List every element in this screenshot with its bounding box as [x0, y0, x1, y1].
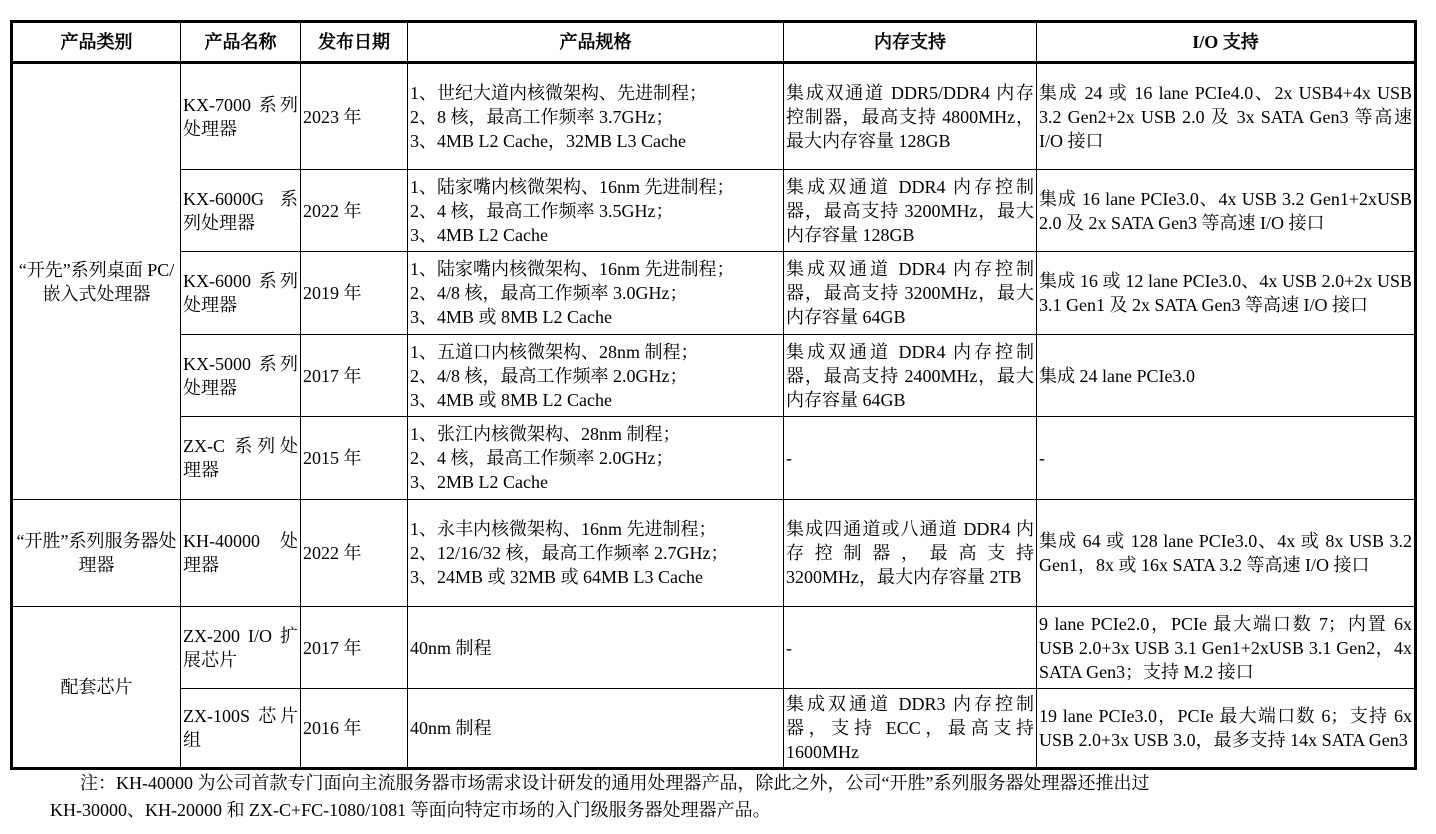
table-row — [12, 417, 1416, 500]
table-row — [12, 689, 1416, 769]
spec-line: 2、8 核，最高工作频率 3.7GHz； — [410, 106, 674, 127]
spec-line: 3、4MB L2 Cache — [410, 224, 548, 245]
spec-line: 1、五道口内核微架构、28nm 制程； — [410, 341, 699, 362]
spec-line: 2、4 核，最高工作频率 3.5GHz； — [410, 200, 674, 221]
header-memory: 内存支持 — [784, 22, 1037, 63]
footnote-line-1: 注：KH-40000 为公司首款专门面向主流服务器市场需求设计研发的通用处理器产品，除此之外，公司“开胜”系列服务器处理器还推出过 — [80, 773, 1150, 793]
product-name-cell: KH-40000 处理器 — [181, 500, 301, 607]
io-cell: 集成 16 lane PCIe3.0、4x USB 3.2 Gen1+2xUSB 2.0 及 2x SATA Gen3 等高速 I/O 接口 — [1037, 170, 1416, 252]
spec-cell — [408, 335, 784, 417]
memory-cell: 集成四通道或八通道 DDR4 内存控制器，最高支持 3200MHz，最大内存容量 2TB — [784, 500, 1037, 607]
memory-cell: - — [784, 607, 1037, 689]
memory-cell: 集成双通道 DDR4 内存控制器，最高支持 3200MHz，最大内存容量 64GB — [784, 252, 1037, 335]
table-row — [12, 63, 1416, 170]
memory-cell: 集成双通道 DDR5/DDR4 内存控制器，最高支持 4800MHz，最大内存容量 128GB — [784, 63, 1037, 170]
spec-cell — [408, 607, 784, 689]
table-row — [12, 607, 1416, 689]
spec-line: 1、永丰内核微架构、16nm 先进制程； — [410, 519, 717, 539]
table-row — [12, 170, 1416, 252]
io-cell: 集成 24 或 16 lane PCIe4.0、2x USB4+4x USB 3.2 Gen2+2x USB 2.0 及 3x SATA Gen3 等高速 I/O 接口 — [1037, 63, 1416, 170]
category-cell: “开先”系列桌面 PC/嵌入式处理器 — [12, 63, 181, 500]
release-date-cell: 2019 年 — [301, 252, 408, 335]
io-cell: 集成 16 或 12 lane PCIe3.0、4x USB 2.0+2x USB 3.1 Gen1 及 2x SATA Gen3 等高速 I/O 接口 — [1037, 252, 1416, 335]
header-spec: 产品规格 — [408, 22, 784, 63]
spec-line: 3、4MB 或 8MB L2 Cache — [410, 389, 612, 410]
header-release-date: 发布日期 — [301, 22, 408, 63]
header-category: 产品类别 — [12, 22, 181, 63]
io-cell: 9 lane PCIe2.0，PCIe 最大端口数 7；内置 6x USB 2.0+3x USB 3.1 Gen1+2xUSB 3.1 Gen2，4x SATA Gen3；支持 M.2 接口 — [1037, 607, 1416, 689]
spec-cell — [408, 417, 784, 500]
spec-line: 3、4MB L2 Cache，32MB L3 Cache — [410, 130, 686, 151]
release-date-cell: 2022 年 — [301, 500, 408, 607]
release-date-cell: 2023 年 — [301, 63, 408, 170]
product-name-cell: ZX-200 I/O 扩展芯片 — [181, 607, 301, 689]
memory-cell: - — [784, 417, 1037, 500]
product-name-cell: KX-5000 系列处理器 — [181, 335, 301, 417]
release-date-cell: 2017 年 — [301, 335, 408, 417]
spec-line: 2、4/8 核，最高工作频率 2.0GHz； — [410, 365, 688, 386]
table-row — [12, 252, 1416, 335]
spec-cell — [408, 689, 784, 769]
spec-cell — [408, 170, 784, 252]
spec-line: 1、世纪大道内核微架构、先进制程； — [410, 82, 707, 103]
memory-cell: 集成双通道 DDR3 内存控制器，支持 ECC，最高支持 1600MHz — [784, 689, 1037, 769]
footnote — [50, 770, 1420, 824]
spec-line: 3、4MB 或 8MB L2 Cache — [410, 307, 612, 327]
product-name-cell: ZX-C 系列处理器 — [181, 417, 301, 500]
spec-cell — [408, 252, 784, 335]
release-date-cell: 2017 年 — [301, 607, 408, 689]
product-table — [10, 20, 1417, 770]
io-cell: 集成 24 lane PCIe3.0 — [1037, 335, 1416, 417]
spec-line: 2、4 核，最高工作频率 2.0GHz； — [410, 448, 674, 468]
spec-line: 2、12/16/32 核，最高工作频率 2.7GHz； — [410, 543, 729, 563]
spec-line: 3、2MB L2 Cache — [410, 472, 548, 492]
spec-line: 1、陆家嘴内核微架构、16nm 先进制程； — [410, 259, 735, 279]
table-row — [12, 335, 1416, 417]
table-header-row — [12, 22, 1416, 63]
product-name-cell: ZX-100S 芯片组 — [181, 689, 301, 769]
product-name-cell: KX-6000 系列处理器 — [181, 252, 301, 335]
spec-line: 3、24MB 或 32MB 或 64MB L3 Cache — [410, 567, 704, 587]
document — [10, 20, 1414, 770]
spec-line: 40nm 制程 — [410, 718, 492, 738]
spec-line: 2、4/8 核，最高工作频率 3.0GHz； — [410, 283, 688, 303]
spec-cell — [408, 63, 784, 170]
spec-cell — [408, 500, 784, 607]
release-date-cell: 2015 年 — [301, 417, 408, 500]
release-date-cell: 2016 年 — [301, 689, 408, 769]
table-row — [12, 500, 1416, 607]
memory-cell: 集成双通道 DDR4 内存控制器，最高支持 2400MHz，最大内存容量 64GB — [784, 335, 1037, 417]
category-cell: 配套芯片 — [12, 607, 181, 769]
product-name-cell: KX-6000G 系列处理器 — [181, 170, 301, 252]
footnote-line-2: KH-30000、KH-20000 和 ZX-C+FC-1080/1081 等面向特定市场的入门级服务器处理器产品。 — [50, 800, 771, 820]
memory-cell: 集成双通道 DDR4 内存控制器，最高支持 3200MHz，最大内存容量 128GB — [784, 170, 1037, 252]
product-name-cell: KX-7000 系列处理器 — [181, 63, 301, 170]
category-cell: “开胜”系列服务器处理器 — [12, 500, 181, 607]
io-cell: 集成 64 或 128 lane PCIe3.0、4x 或 8x USB 3.2 Gen1，8x 或 16x SATA 3.2 等高速 I/O 接口 — [1037, 500, 1416, 607]
header-product-name: 产品名称 — [181, 22, 301, 63]
spec-line: 40nm 制程 — [410, 637, 492, 658]
io-cell: - — [1037, 417, 1416, 500]
header-io: I/O 支持 — [1037, 22, 1416, 63]
io-cell: 19 lane PCIe3.0，PCIe 最大端口数 6；支持 6x USB 2.0+3x USB 3.0，最多支持 14x SATA Gen3 — [1037, 689, 1416, 769]
spec-line: 1、陆家嘴内核微架构、16nm 先进制程； — [410, 176, 735, 197]
spec-line: 1、张江内核微架构、28nm 制程； — [410, 424, 681, 444]
release-date-cell: 2022 年 — [301, 170, 408, 252]
